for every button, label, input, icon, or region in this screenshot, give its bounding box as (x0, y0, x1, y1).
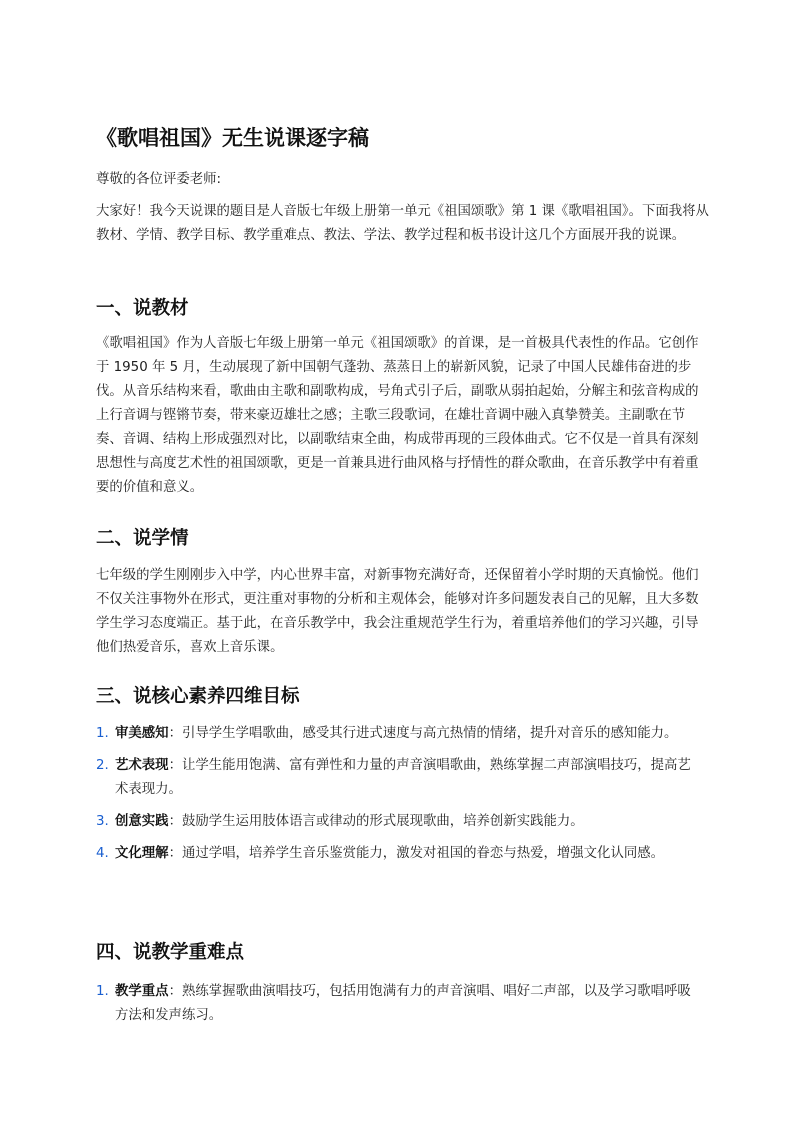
list-text: 让学生能用饱满、富有弹性和力量的声音演唱歌曲，熟练掌握二声部演唱技巧，提高艺术表现力。 (115, 758, 691, 797)
list-number: 1. (96, 726, 109, 741)
list-item (96, 980, 696, 1028)
list-number: 2. (96, 758, 109, 773)
list-separator: ： (168, 758, 182, 773)
intro-paragraph: 大家好！我今天说课的题目是人音版七年级上册第一单元《祖国颂歌》第 1 课《歌唱祖国》。下面我将从教材、学情、教学目标、教学重难点、教法、学法、教学过程和板书设计这几个方面展开我的说课。 (96, 204, 709, 243)
section-heading-students: 二、说学情 (96, 528, 189, 549)
section-heading-goals: 三、说核心素养四维目标 (96, 686, 300, 707)
goals-list (96, 722, 696, 874)
key-points-list (96, 980, 696, 1036)
list-text: 引导学生学唱歌曲，感受其行进式速度与高亢热情的情绪，提升对音乐的感知能力。 (181, 726, 678, 741)
section-heading-textbook: 一、说教材 (96, 298, 189, 319)
section-text-textbook: 《歌唱祖国》作为人音版七年级上册第一单元《祖国颂歌》的首课，是一首极具代表性的作品。它创作于 1950 年 5 月，生动展现了新中国朝气蓬勃、蒸蒸日上的崭新风貌，记录了中国人民雄伟奋进的步伐。从音乐结构来看，歌曲由主歌和副歌构成，号角式引子后，副歌从弱拍起始，分解主和弦音构成的上行音调与铿锵节奏，带来豪迈雄壮之感；主歌三段歌词，在雄壮音调中融入真挚赞美。主副歌在节奏、音调、结构上形成强烈对比，以副歌结束全曲，构成带再现的三段体曲式。它不仅是一首具有深刻思想性与高度艺术性的祖国颂歌，更是一首兼具进行曲风格与抒情性的群众歌曲，在音乐教学中有着重要的价值和意义。 (96, 336, 699, 495)
section-text-students: 七年级的学生刚刚步入中学，内心世界丰富，对新事物充满好奇，还保留着小学时期的天真愉悦。他们不仅关注事物外在形式，更注重对事物的分析和主观体会，能够对许多问题发表自己的见解，且大多数学生学习态度端正。基于此，在音乐教学中，我会注重规范学生行为，着重培养他们的学习兴趣，引导他们热爱音乐，喜欢上音乐课。 (96, 568, 699, 655)
list-separator: ： (168, 814, 182, 829)
list-separator: ： (168, 846, 182, 861)
list-item (96, 810, 696, 834)
document-title: 《歌唱祖国》无生说课逐字稿 (96, 126, 369, 150)
list-term: 文化理解 (115, 846, 169, 861)
list-item (96, 722, 696, 746)
list-term: 艺术表现 (115, 758, 169, 773)
list-text: 鼓励学生运用肢体语言或律动的形式展现歌曲，培养创新实践能力。 (181, 814, 584, 829)
list-text: 通过学唱，培养学生音乐鉴赏能力，激发对祖国的眷恋与热爱，增强文化认同感。 (181, 846, 665, 861)
list-separator: ： (168, 726, 182, 741)
list-term: 审美感知 (115, 726, 169, 741)
section-heading-key-points: 四、说教学重难点 (96, 942, 245, 963)
list-separator: ： (168, 984, 182, 999)
list-number: 4. (96, 846, 109, 861)
list-number: 3. (96, 814, 109, 829)
list-item (96, 842, 696, 866)
list-text: 熟练掌握歌曲演唱技巧，包括用饱满有力的声音演唱、唱好二声部，以及学习歌唱呼吸方法和发声练习。 (115, 984, 691, 1023)
list-number: 1. (96, 984, 109, 999)
greeting: 尊敬的各位评委老师: (96, 172, 222, 187)
list-item (96, 754, 696, 802)
list-term: 创意实践 (115, 814, 169, 829)
list-term: 教学重点 (115, 984, 169, 999)
